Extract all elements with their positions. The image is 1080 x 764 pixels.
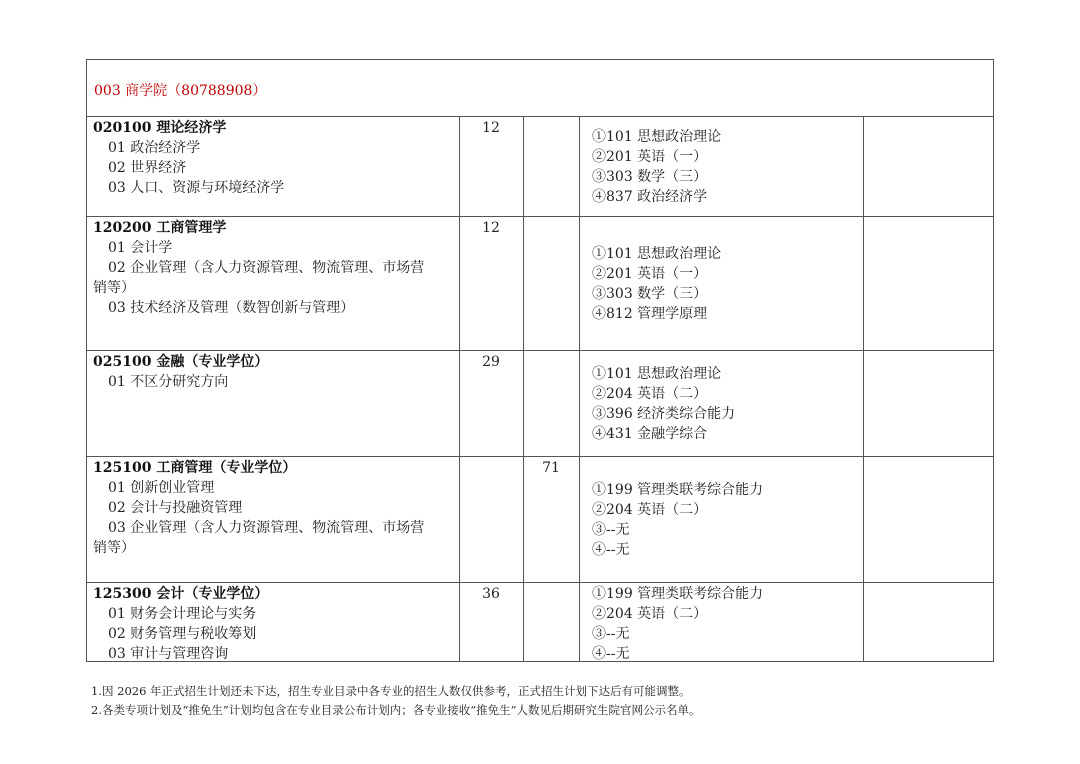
- exam-item: ④--无: [592, 542, 630, 558]
- exam-subjects: [592, 127, 862, 207]
- major-cell: [93, 458, 459, 558]
- exam-subjects: [592, 364, 862, 444]
- direction-item-wrap: 销等）: [93, 540, 135, 556]
- footnotes: [91, 682, 700, 720]
- direction-item: 02 会计与投融资管理: [108, 500, 243, 516]
- direction-item: 02 企业管理（含人力资源管理、物流管理、市场营: [108, 260, 425, 276]
- row-divider: [87, 116, 993, 117]
- direction-item: 01 不区分研究方向: [108, 374, 229, 390]
- exam-item: ③396 经济类综合能力: [592, 406, 736, 422]
- col-divider: [459, 116, 460, 662]
- exam-item: ②201 英语（一）: [592, 266, 708, 282]
- row-divider: [87, 350, 993, 351]
- direction-item: 01 政治经济学: [108, 140, 201, 156]
- exam-item: ③--无: [592, 522, 630, 538]
- footnote-1: 1.因 2026 年正式招生计划还未下达，招生专业目录中各专业的招生人数仅供参考，正式招生计划下达后有可能调整。: [91, 684, 691, 698]
- exam-item: ④431 金融学综合: [592, 426, 708, 442]
- exam-subjects: [592, 244, 862, 324]
- exam-item: ②201 英语（一）: [592, 149, 708, 165]
- exam-item: ④812 管理学原理: [592, 306, 708, 322]
- quota-value: 36: [482, 586, 500, 602]
- exam-item: ④837 政治经济学: [592, 189, 708, 205]
- direction-item: 01 创新创业管理: [108, 480, 215, 496]
- direction-item: 01 会计学: [108, 240, 173, 256]
- major-title: 125100 工商管理（专业学位）: [93, 460, 297, 476]
- exam-item: ④--无: [592, 646, 630, 662]
- exam-item: ①101 思想政治理论: [592, 246, 722, 262]
- direction-item: 01 财务会计理论与实务: [108, 606, 257, 622]
- exam-item: ③303 数学（三）: [592, 286, 708, 302]
- major-title: 120200 工商管理学: [93, 220, 227, 236]
- row-divider: [87, 456, 993, 457]
- school-header: 003 商学院（80788908）: [94, 83, 267, 99]
- row-divider: [87, 582, 993, 583]
- col-divider: [579, 116, 580, 662]
- exam-item: ②204 英语（二）: [592, 606, 708, 622]
- direction-item: 03 人口、资源与环境经济学: [108, 180, 285, 196]
- exam-subjects: [592, 480, 862, 560]
- catalog-table: [86, 59, 994, 662]
- direction-item: 03 审计与管理咨询: [108, 646, 229, 662]
- exam-item: ①199 管理类联考综合能力: [592, 586, 764, 602]
- major-title: 020100 理论经济学: [93, 120, 227, 136]
- col-divider: [863, 116, 864, 662]
- footnote-2: 2.各类专项计划及“推免生”计划均包含在专业目录公布计划内；各专业接收“推免生”人数见后期研究生院官网公示名单。: [91, 703, 701, 717]
- major-title: 125300 会计（专业学位）: [93, 586, 269, 602]
- direction-item-wrap: 销等）: [93, 280, 135, 296]
- direction-item: 02 财务管理与税收筹划: [108, 626, 257, 642]
- quota-value: 12: [482, 120, 500, 136]
- exam-item: ①101 思想政治理论: [592, 129, 722, 145]
- quota-value: 12: [482, 220, 500, 236]
- major-cell: [93, 352, 459, 392]
- exam-item: ①199 管理类联考综合能力: [592, 482, 764, 498]
- direction-item: 02 世界经济: [108, 160, 187, 176]
- direction-item: 03 企业管理（含人力资源管理、物流管理、市场营: [108, 520, 425, 536]
- exam-item: ②204 英语（二）: [592, 386, 708, 402]
- quota-value: 29: [482, 354, 500, 370]
- major-title: 025100 金融（专业学位）: [93, 354, 269, 370]
- direction-item: 03 技术经济及管理（数智创新与管理）: [108, 300, 355, 316]
- major-cell: [93, 584, 459, 664]
- exam-subjects: [592, 584, 862, 664]
- exam-item: ③--无: [592, 626, 630, 642]
- major-cell: [93, 118, 459, 198]
- col-divider: [523, 116, 524, 662]
- row-divider: [87, 216, 993, 217]
- exam-item: ②204 英语（二）: [592, 502, 708, 518]
- exam-item: ①101 思想政治理论: [592, 366, 722, 382]
- exam-item: ③303 数学（三）: [592, 169, 708, 185]
- quota-value-2: 71: [542, 460, 560, 476]
- major-cell: [93, 218, 459, 318]
